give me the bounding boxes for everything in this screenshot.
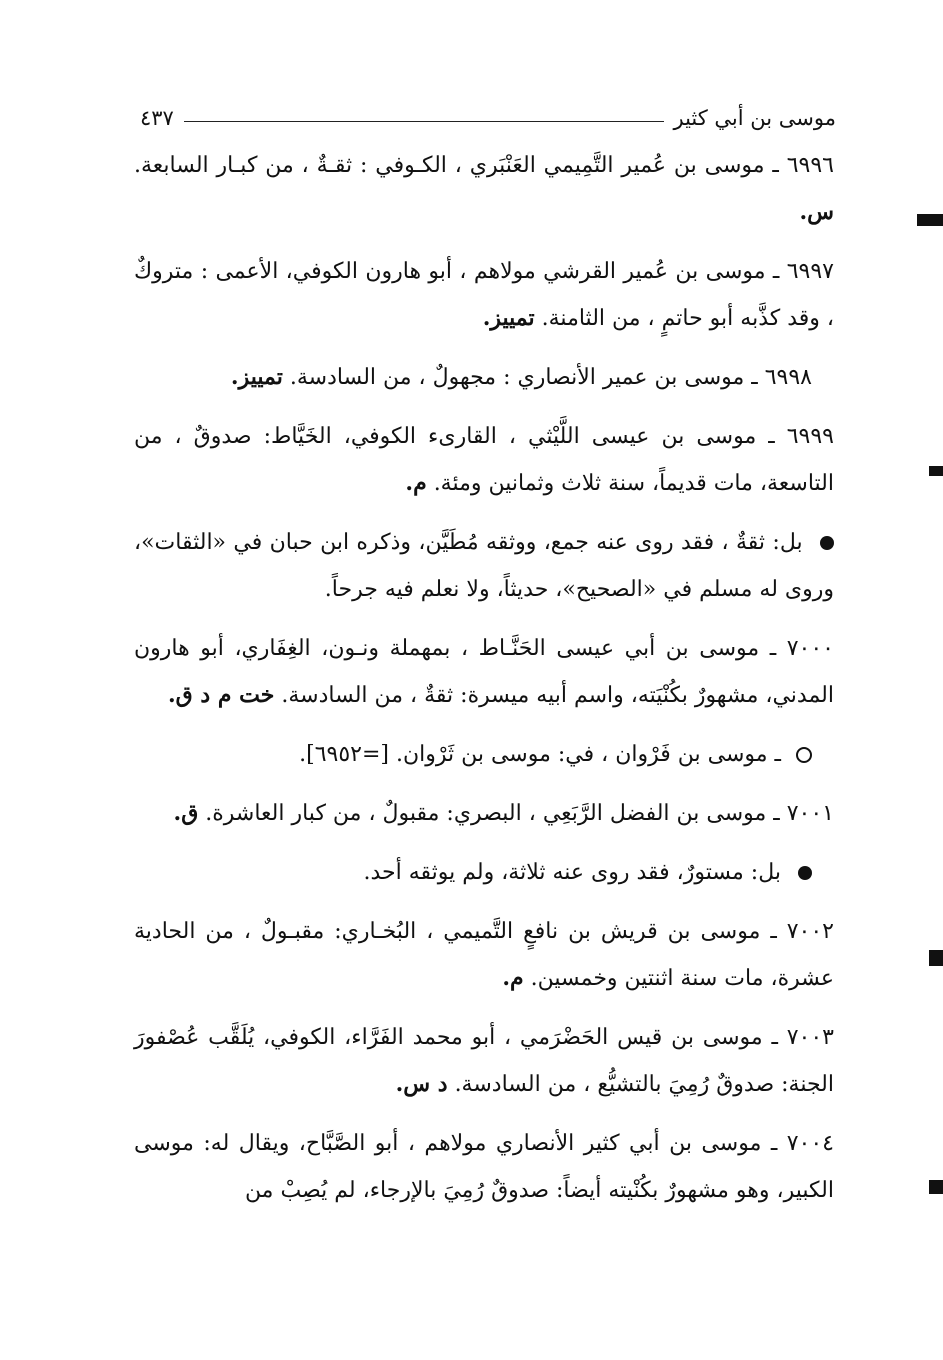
entry-7001 [134,790,834,837]
edge-mark [929,950,943,966]
entry-6996 [134,142,834,236]
entry-symbols: د س. [395,1071,448,1097]
entry-7002 [134,908,834,1002]
entry-text: ٧٠٠١ ـ موسى بن الفضل الرَّبَعِي ، البصري: مقبولٌ ، من كبار العاشرة. [205,801,834,826]
editor-note-6999 [134,519,834,613]
entry-6999 [134,413,834,507]
entry-text: ٧٠٠٠ ـ موسى بن أبي عيسى الحَنَّـاط ، بمهملة ونـون، الغِفَاري، أبو هارون المدني، مشهورٌ بكُنْيَته، واسم أبيه ميسرة: ثقةٌ ، من السادسة. [134,636,834,708]
entry-symbols: ق. [173,800,199,826]
entry-7003 [134,1014,834,1108]
note-text: بل: مستورٌ، فقد روى عنه ثلاثة، ولم يوثقه أحد. [363,860,781,885]
entry-text: ٧٠٠٢ ـ موسى بن قريش بن نافعٍ التَّميمي ، البُخـاري: مقبـولٌ ، من الحادية عشرة، مات سنة اثنتين وخمسين. [134,919,834,991]
cross-reference [134,731,834,778]
entry-text: ٦٩٩٩ ـ موسى بن عيسى اللَّيْثي ، القارىء الكوفي، الخَيَّاط: صدوقٌ ، من التاسعة، مات قديماً، سنة ثلاث وثمانين ومئة. [134,424,834,496]
entry-symbols: م. [502,965,524,991]
entry-symbols: خت م د ق. [168,682,275,708]
entry-text: ٦٩٩٧ ـ موسى بن عُمير القرشي مولاهم ، أبو هارون الكوفي، الأعمى : متروكٌ ، وقد كذَّبه أبو حاتمٍ ، من الثامنة. [134,259,834,331]
edge-mark [917,214,943,226]
page-number: ٤٣٧ [140,106,174,130]
reference-text: ـ موسى بن فَرْوان ، في: موسى بن ثَرْوان. [=٦٩٥٢]. [299,742,781,767]
entry-symbols: تمييز. [230,364,283,390]
header-rule [184,121,664,122]
ring-icon [796,747,812,763]
entry-symbols: م. [405,470,427,496]
entry-7000 [134,625,834,719]
bullet-icon [820,536,834,550]
editor-note-7001 [134,849,834,896]
edge-mark [929,1180,943,1194]
running-header [140,96,836,130]
entry-symbols: تمييز. [482,305,535,331]
edge-mark [929,466,943,476]
header-title: موسى بن أبي كثير [673,106,836,130]
note-text: بل: ثقةٌ ، فقد روى عنه جمع، ووثقه مُطَيَّن، وذكره ابن حبان في «الثقات»، وروى له مسلم في «الصحيح»، حديثاً، ولا نعلم فيه جرحاً. [134,530,834,602]
bullet-icon [798,866,812,880]
entry-text: ٦٩٩٦ ـ موسى بن عُمير التَّمِيمي العَنْبَري ، الكـوفي : ثقـةٌ ، من كبـار السابعة. [134,153,834,178]
entries-list [134,142,834,1226]
entry-text: ٧٠٠٤ ـ موسى بن أبي كثير الأنصاري مولاهم ، أبو الصَّبَّاح، ويقال له: موسى الكبير، وهو مشهورٌ بكُنْيته أيضاً: صدوقٌ رُمِيَ بالإرجاء، لم يُصِبْ من [134,1131,834,1203]
entry-6998 [134,354,834,401]
entry-7004 [134,1120,834,1214]
entry-6997 [134,248,834,342]
entry-text: ٧٠٠٣ ـ موسى بن قيس الحَضْرَمي ، أبو محمد الفَرَّاء، الكوفي، يُلَقَّب عُصْفورَ الجنة: صدوقٌ رُمِيَ بالتشيُّع ، من السادسة. [134,1025,834,1097]
entry-symbols: س. [799,199,834,225]
entry-text: ٦٩٩٨ ـ موسى بن عمير الأنصاري : مجهولٌ ، من السادسة. [289,365,812,390]
